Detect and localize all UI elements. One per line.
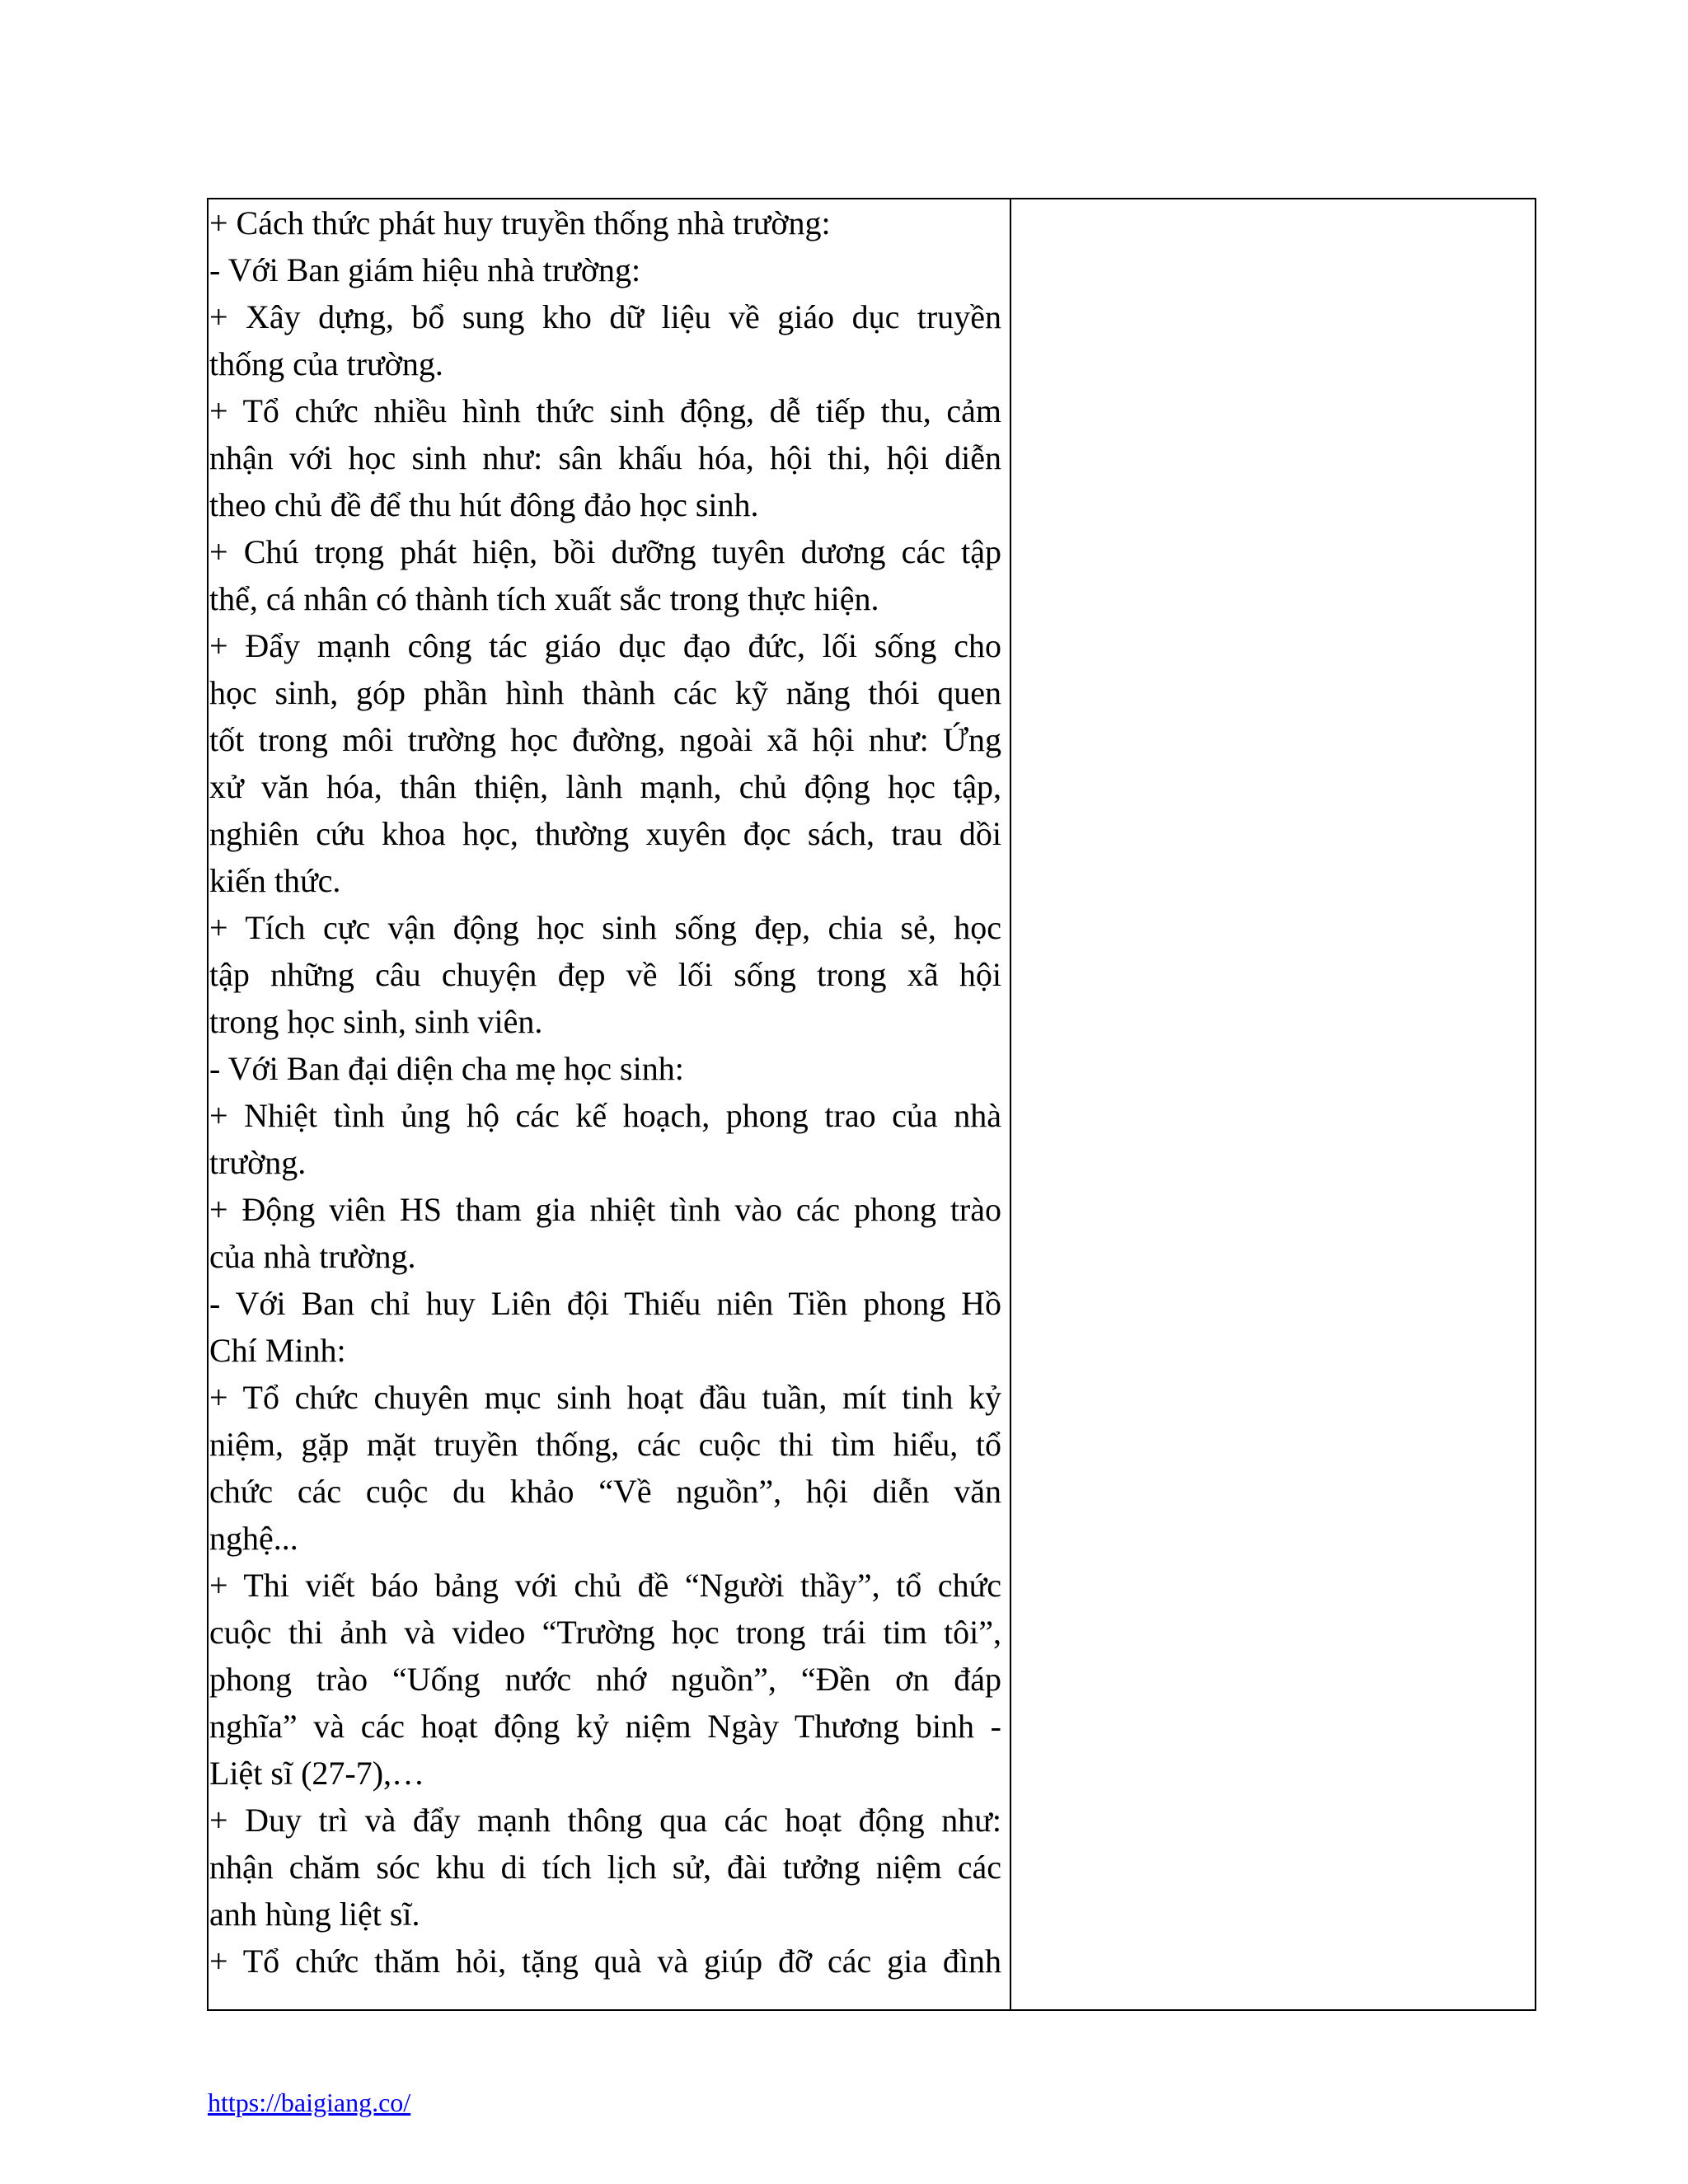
text-line: + Chú trọng phát hiện, bồi dưỡng tuyên dương các tập: [209, 533, 1001, 570]
text-line: + Tổ chức thăm hỏi, tặng quà và giúp đỡ các gia đình: [209, 1943, 1001, 1980]
text-line: Liệt sĩ (27-7),…: [209, 1755, 425, 1792]
text-line: kiến thức.: [209, 862, 341, 899]
text-line: cuộc thi ảnh và video “Trường học trong trái tim tôi”,: [209, 1614, 1001, 1651]
content-table: [207, 198, 1536, 2011]
text-line: nghệ...: [209, 1520, 298, 1557]
text-line: + Duy trì và đẩy mạnh thông qua các hoạt động như:: [209, 1802, 1001, 1839]
text-line: niệm, gặp mặt truyền thống, các cuộc thi tìm hiểu, tổ: [209, 1426, 1001, 1463]
text-line: + Tổ chức nhiều hình thức sinh động, dễ tiếp thu, cảm: [209, 392, 1001, 429]
text-line: + Thi viết báo bảng với chủ đề “Người thầy”, tổ chức: [209, 1567, 1001, 1604]
table-cell-right: [1011, 199, 1535, 2009]
text-line: + Tích cực vận động học sinh sống đẹp, chia sẻ, học: [209, 909, 1001, 946]
text-line: + Cách thức phát huy truyền thống nhà trường:: [209, 204, 831, 241]
text-line: thể, cá nhân có thành tích xuất sắc trong thực hiện.: [209, 580, 879, 617]
text-line: + Tổ chức chuyên mục sinh hoạt đầu tuần, mít tinh kỷ: [209, 1379, 1001, 1416]
text-line: nhận với học sinh như: sân khấu hóa, hội thi, hội diễn: [209, 439, 1001, 476]
text-line: tập những câu chuyện đẹp về lối sống trong xã hội: [209, 956, 1001, 993]
text-line: anh hùng liệt sĩ.: [209, 1896, 420, 1933]
table-cell-left: [209, 199, 1011, 2009]
text-line: phong trào “Uống nước nhớ nguồn”, “Đền ơn đáp: [209, 1661, 1001, 1698]
text-line: - Với Ban giám hiệu nhà trường:: [209, 251, 641, 288]
text-line: Chí Minh:: [209, 1332, 346, 1369]
text-line: + Đẩy mạnh công tác giáo dục đạo đức, lối sống cho: [209, 627, 1001, 664]
text-line: + Động viên HS tham gia nhiệt tình vào các phong trào: [209, 1191, 1001, 1228]
footer-link[interactable]: https://baigiang.co/: [208, 2088, 411, 2117]
text-line: xử văn hóa, thân thiện, lành mạnh, chủ động học tập,: [209, 768, 1001, 805]
text-line: trường.: [209, 1144, 307, 1181]
text-line: chức các cuộc du khảo “Về nguồn”, hội diễn văn: [209, 1473, 1001, 1510]
text-line: - Với Ban chỉ huy Liên đội Thiếu niên Tiền phong Hồ: [209, 1285, 1001, 1322]
text-line: + Xây dựng, bổ sung kho dữ liệu về giáo dục truyền: [209, 298, 1001, 335]
text-line: trong học sinh, sinh viên.: [209, 1003, 543, 1040]
text-line: học sinh, góp phần hình thành các kỹ năng thói quen: [209, 674, 1001, 711]
text-line: nghiên cứu khoa học, thường xuyên đọc sách, trau dồi: [209, 815, 1001, 852]
text-line: của nhà trường.: [209, 1238, 416, 1275]
text-line: - Với Ban đại diện cha mẹ học sinh:: [209, 1050, 684, 1087]
text-line: theo chủ đề để thu hút đông đảo học sinh.: [209, 486, 759, 523]
text-line: nghĩa” và các hoạt động kỷ niệm Ngày Thương binh -: [209, 1708, 1001, 1745]
text-line: thống của trường.: [209, 345, 443, 382]
text-line: + Nhiệt tình ủng hộ các kế hoạch, phong trao của nhà: [209, 1097, 1001, 1134]
text-line: tốt trong môi trường học đường, ngoài xã hội như: Ứng: [209, 721, 1001, 758]
cell-text: [209, 199, 1001, 1985]
text-line: nhận chăm sóc khu di tích lịch sử, đài tưởng niệm các: [209, 1849, 1001, 1886]
